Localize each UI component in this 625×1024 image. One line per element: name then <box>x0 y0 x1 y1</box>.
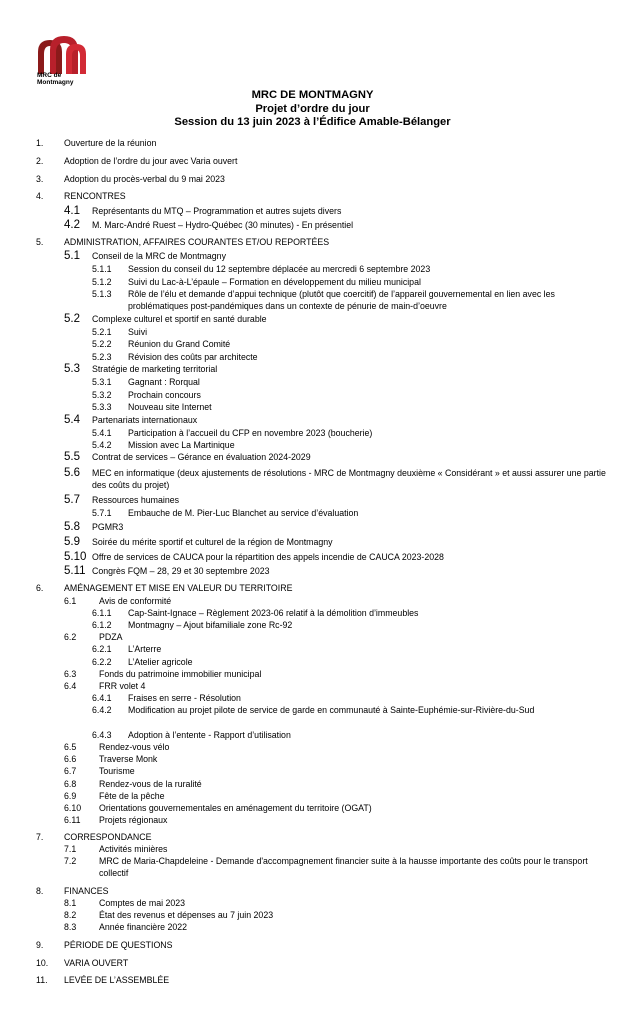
mrc-logo-icon <box>36 34 88 74</box>
item-number: 6.5 <box>64 742 77 752</box>
item-number: 7.1 <box>64 844 77 854</box>
item-number: 6.9 <box>64 791 77 801</box>
item-number: 6.1 <box>64 596 77 606</box>
item-text: Modification au projet pilote de service de garde en communauté à Sainte-Euphémie-sur-Rivière-du-Sud <box>128 705 535 715</box>
item-number: 6.2.2 <box>92 657 112 667</box>
logo-text <box>37 72 73 86</box>
item-text: Embauche de M. Pier-Luc Blanchet au service d’évaluation <box>128 508 359 518</box>
item-number: 5.2.2 <box>92 339 112 349</box>
item-number: 6.4.3 <box>92 730 112 740</box>
item-number: 9. <box>36 940 44 950</box>
item-number: 5.3.1 <box>92 377 112 387</box>
item-number: 5.8 <box>64 521 80 533</box>
item-number: 5.7 <box>64 494 80 506</box>
item-number: 6.1.1 <box>92 608 112 618</box>
item-number: 5.3.2 <box>92 390 112 400</box>
item-text: Montmagny – Ajout bifamiliale zone Rc-92 <box>128 620 293 630</box>
item-text: Comptes de mai 2023 <box>99 898 186 908</box>
item-number: 6.3 <box>64 669 77 679</box>
item-number: 7. <box>36 832 44 842</box>
item-number: 6.7 <box>64 766 77 776</box>
item-text: FRR volet 4 <box>99 681 146 691</box>
item-number: 8.1 <box>64 898 77 908</box>
item-number: 6.4.2 <box>92 705 112 715</box>
item-text: Ressources humaines <box>92 495 180 505</box>
item-number: 6.2 <box>64 632 77 642</box>
item-number: 2. <box>36 156 44 166</box>
item-number: 5.5 <box>64 451 80 463</box>
item-text: Fraises en serre - Résolution <box>128 693 241 703</box>
item-number: 5.6 <box>64 467 80 479</box>
item-text: PDZA <box>99 632 123 642</box>
item-text: ADMINISTRATION, AFFAIRES COURANTES ET/OU REPORTÉES <box>64 237 330 247</box>
item-text: Traverse Monk <box>99 754 158 764</box>
item-number: 6.11 <box>64 815 81 825</box>
item-text: Cap-Saint-Ignace – Règlement 2023-06 relatif à la démolition d’immeubles <box>128 608 419 618</box>
item-number: 6.2.1 <box>92 644 112 654</box>
item-number: 8.3 <box>64 922 77 932</box>
item-text: État des revenus et dépenses au 7 juin 2023 <box>99 910 274 920</box>
item-number: 8.2 <box>64 910 77 920</box>
item-number: 5.4.2 <box>92 440 112 450</box>
item-text: Complexe culturel et sportif en santé durable <box>92 314 267 324</box>
item-number: 5.2.3 <box>92 352 112 362</box>
item-number: 1. <box>36 138 44 148</box>
item-number: 6. <box>36 583 44 593</box>
item-text: Activités minières <box>99 844 168 854</box>
item-text: Rôle de l’élu et demande d’appui technique (plutôt que coercitif) de l’appareil gouvernemental en lien avec les problématiques post-pandémiques dans un contexte de pénurie de main-d’oeuvre <box>128 289 555 311</box>
item-text: Révision des coûts par architecte <box>128 352 258 362</box>
item-text: Suivi du Lac-à-L’épaule – Formation en développement du milieu municipal <box>128 277 421 287</box>
item-text: Mission avec La Martinique <box>128 440 235 450</box>
item-text: Rendez-vous vélo <box>99 742 170 752</box>
item-number: 5.7.1 <box>92 508 112 518</box>
item-text: Ouverture de la réunion <box>64 138 157 148</box>
item-number: 5.1.1 <box>92 264 112 274</box>
item-text: FINANCES <box>64 886 109 896</box>
item-text: Gagnant : Rorqual <box>128 377 200 387</box>
item-text: Fête de la pêche <box>99 791 165 801</box>
item-text: Nouveau site Internet <box>128 402 212 412</box>
item-number: 5.2.1 <box>92 327 112 337</box>
header-organization: MRC DE MONTMAGNY <box>251 89 374 101</box>
item-number: 4.1 <box>64 205 80 217</box>
item-number: 5.3 <box>64 363 80 375</box>
item-text: Partenariats internationaux <box>92 415 198 425</box>
item-number: 7.2 <box>64 856 77 866</box>
item-text: Participation à l’accueil du CFP en novembre 2023 (boucherie) <box>128 428 373 438</box>
item-text: Projets régionaux <box>99 815 168 825</box>
item-number: 5.1.3 <box>92 289 112 299</box>
document-header <box>0 89 625 130</box>
item-number: 4.2 <box>64 219 80 231</box>
item-text: MRC de Maria-Chapdeleine - Demande d'accompagnement financier suite à la hausse importante des coûts pour le transport collectif <box>99 856 588 878</box>
header-document-title: Projet d’ordre du jour <box>255 102 370 115</box>
item-text: Conseil de la MRC de Montmagny <box>92 251 226 261</box>
item-text: Adoption à l’entente - Rapport d’utilisation <box>128 730 291 740</box>
logo-line1: MRC de <box>37 72 62 79</box>
item-text: L’Arterre <box>128 644 162 654</box>
item-number: 6.6 <box>64 754 77 764</box>
item-text: Prochain concours <box>128 390 201 400</box>
item-number: 6.4 <box>64 681 77 691</box>
item-number: 8. <box>36 886 44 896</box>
item-text: Contrat de services – Gérance en évaluation 2024-2029 <box>92 452 311 462</box>
item-number: 5.11 <box>64 565 86 577</box>
item-number: 5.1.2 <box>92 277 112 287</box>
item-number: 5.2 <box>64 313 80 325</box>
item-text: Stratégie de marketing territorial <box>92 364 218 374</box>
item-text: Avis de conformité <box>99 596 172 606</box>
item-number: 5.1 <box>64 250 80 262</box>
item-text: Offre de services de CAUCA pour la répartition des appels incendie de CAUCA 2023-2028 <box>92 552 444 562</box>
item-text: Adoption de l’ordre du jour avec Varia ouvert <box>64 156 238 166</box>
item-text: PGMR3 <box>92 522 124 532</box>
item-number: 5.4 <box>64 414 80 426</box>
item-number: 6.4.1 <box>92 693 112 703</box>
item-number: 6.8 <box>64 779 77 789</box>
item-text: RENCONTRES <box>64 191 126 201</box>
item-number: 5.10 <box>64 551 87 563</box>
item-number: 3. <box>36 174 44 184</box>
item-text: PÉRIODE DE QUESTIONS <box>64 940 173 950</box>
item-number: 6.10 <box>64 803 82 813</box>
item-text: VARIA OUVERT <box>64 958 129 968</box>
item-number: 6.1.2 <box>92 620 112 630</box>
item-text: Session du conseil du 12 septembre déplacée au mercredi 6 septembre 2023 <box>128 264 431 274</box>
item-text: Suivi <box>128 327 148 337</box>
item-number: 5.9 <box>64 536 80 548</box>
item-text: Représentants du MTQ – Programmation et autres sujets divers <box>92 206 342 216</box>
item-number: 4. <box>36 191 44 201</box>
logo-line2: Montmagny <box>37 79 74 86</box>
item-text: Tourisme <box>99 766 135 776</box>
item-text: MEC en informatique (deux ajustements de résolutions - MRC de Montmagny deuxième « Considérant » et aussi assurer une partie des coûts du projet) <box>92 468 606 490</box>
item-number: 10. <box>36 958 49 968</box>
item-number: 5.3.3 <box>92 402 112 412</box>
item-text: Fonds du patrimoine immobilier municipal <box>99 669 262 679</box>
item-number: 5.4.1 <box>92 428 112 438</box>
item-text: Congrès FQM – 28, 29 et 30 septembre 2023 <box>92 566 270 576</box>
item-text: L’Atelier agricole <box>128 657 193 667</box>
item-text: Rendez-vous de la ruralité <box>99 779 202 789</box>
item-text: Adoption du procès-verbal du 9 mai 2023 <box>64 174 225 184</box>
item-text: Soirée du mérite sportif et culturel de la région de Montmagny <box>92 537 333 547</box>
item-text: Année financière 2022 <box>99 922 188 932</box>
item-text: LEVÉE DE L’ASSEMBLÉE <box>64 975 170 985</box>
item-text: Orientations gouvernementales en aménagement du territoire (OGAT) <box>99 803 372 813</box>
item-text: CORRESPONDANCE <box>64 832 152 842</box>
header-session-date: Session du 13 juin 2023 à l’Édifice Amable-Bélanger <box>174 116 451 128</box>
item-number: 5. <box>36 237 44 247</box>
item-text: AMÉNAGEMENT ET MISE EN VALEUR DU TERRITOIRE <box>64 583 293 593</box>
item-number: 11. <box>36 975 48 985</box>
item-text: M. Marc-André Ruest – Hydro-Québec (30 minutes) - En présentiel <box>92 220 354 230</box>
item-text: Réunion du Grand Comité <box>128 339 231 349</box>
